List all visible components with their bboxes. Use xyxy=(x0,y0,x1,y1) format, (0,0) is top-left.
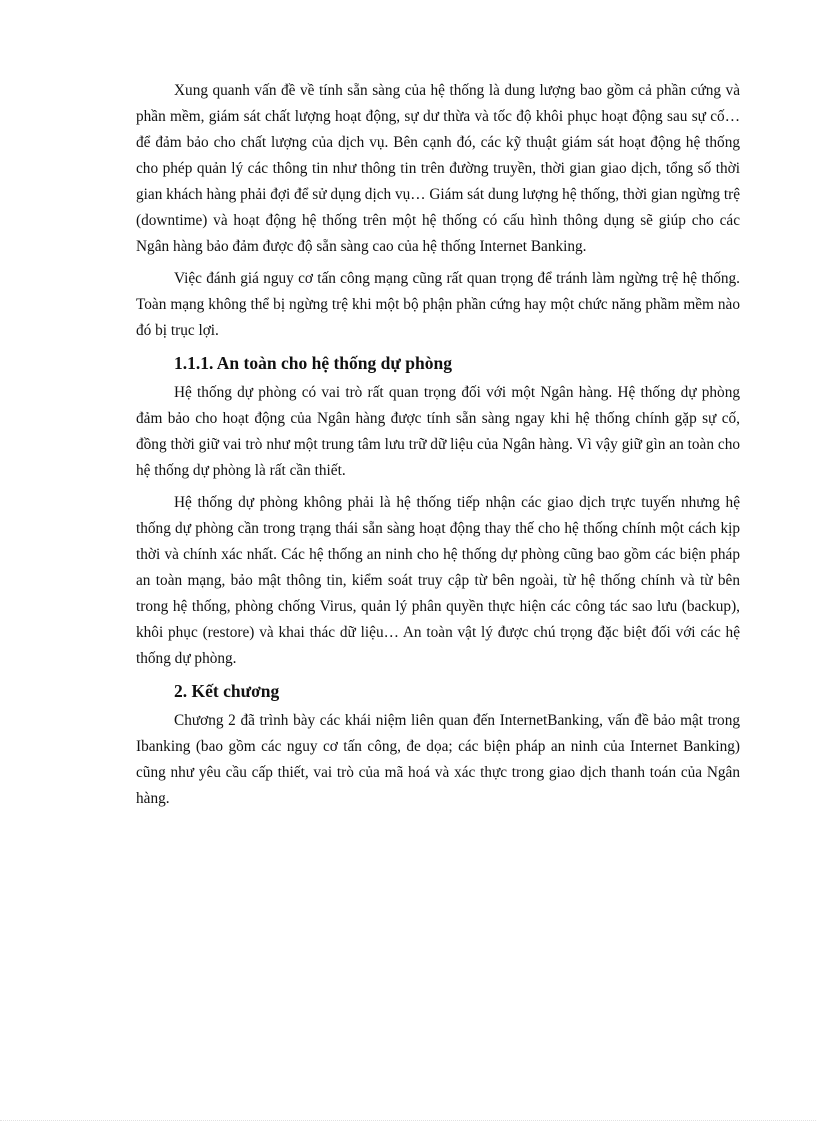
section-heading-chapter-conclusion: 2. Kết chương xyxy=(174,681,280,701)
intro-paragraph-1: Xung quanh vấn đề về tính sẵn sàng của hệ thống là dung lượng bao gồm cả phần cứng và phần mềm, giám sát chất lượng hoạt động, sự dư thừa và tốc độ khôi phục hoạt động sau sự cố… để đảm bảo cho chất lượng của dịch vụ. Bên cạnh đó, các kỹ thuật giám sát hoạt động hệ thống cho phép quản lý các thông tin như thông tin trên đường truyền, thời gian giao dịch, tổng số thời gian khách hàng phải đợi để sử dụng dịch vụ… Giám sát dung lượng hệ thống, thời gian ngừng trệ (downtime) và hoạt động hệ thống trên một hệ thống có cấu hình thông dụng sẽ giúp cho các Ngân hàng bảo đảm được độ sẵn sàng cao của hệ thống Internet Banking. xyxy=(136,82,740,255)
backup-paragraph-2: Hệ thống dự phòng không phải là hệ thống tiếp nhận các giao dịch trực tuyến nhưng hệ thống dự phòng cần trong trạng thái sẵn sàng hoạt động thay thế cho hệ thống chính một cách kịp thời và chính xác nhất. Các hệ thống an ninh cho hệ thống dự phòng cũng bao gồm các biện pháp an toàn mạng, bảo mật thông tin, kiểm soát truy cập từ bên ngoài, từ hệ thống chính và từ bên trong hệ thống, phòng chống Virus, quản lý phân quyền thực hiện các công tác sao lưu (backup), khôi phục (restore) và khai thác dữ liệu… An toàn vật lý được chú trọng đặc biệt đối với các hệ thống dự phòng. xyxy=(136,494,740,667)
intro-paragraph-2: Việc đánh giá nguy cơ tấn công mạng cũng rất quan trọng để tránh làm ngừng trệ hệ thống. Toàn mạng không thể bị ngừng trệ khi một bộ phận phần cứng hay một chức năng phầm mềm nào đó bị trục lợi. xyxy=(136,270,740,339)
section-heading-backup-security: 1.1.1. An toàn cho hệ thống dự phòng xyxy=(174,353,452,373)
backup-paragraph-1: Hệ thống dự phòng có vai trò rất quan trọng đối với một Ngân hàng. Hệ thống dự phòng đảm bảo cho hoạt động của Ngân hàng được tính sẵn sàng ngay khi hệ thống chính gặp sự cố, đồng thời giữ vai trò như một trung tâm lưu trữ dữ liệu của Ngân hàng. Vì vậy giữ gìn an toàn cho hệ thống dự phòng là rất cần thiết. xyxy=(136,384,740,479)
page-bottom-divider xyxy=(0,1120,816,1121)
document-page xyxy=(136,78,740,818)
conclusion-paragraph-1: Chương 2 đã trình bày các khái niệm liên quan đến InternetBanking, vấn đề bảo mật trong Ibanking (bao gồm các nguy cơ tấn công, đe dọa; các biện pháp an ninh của Internet Banking) cũng như yêu cầu cấp thiết, vai trò của mã hoá và xác thực trong giao dịch thanh toán của Ngân hàng. xyxy=(136,712,740,807)
